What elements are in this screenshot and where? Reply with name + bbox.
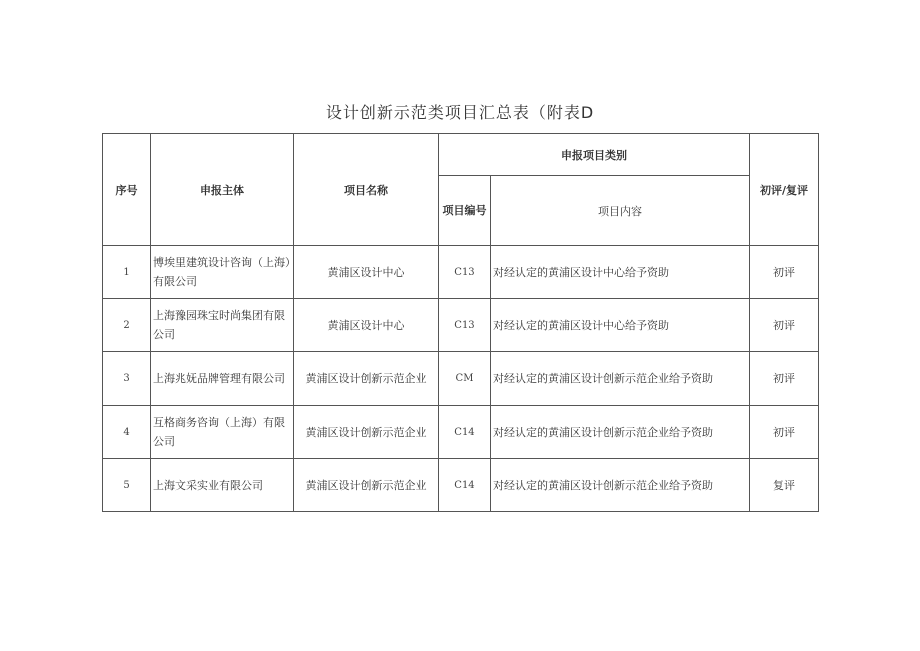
table-row [103, 459, 819, 512]
cell-applicant: 上海兆妩品牌管理有限公司 [151, 352, 294, 406]
cell-content: 对经认定的黄浦区设计中心给予资助 [491, 299, 750, 352]
header-category-group: 申报项目类别 [439, 134, 750, 176]
table-row [103, 246, 819, 299]
cell-review: 初评 [750, 299, 819, 352]
cell-seq: 3 [103, 352, 151, 406]
header-review: 初评/复评 [750, 134, 819, 246]
cell-seq: 2 [103, 299, 151, 352]
cell-code: C13 [439, 246, 491, 299]
cell-code: C13 [439, 299, 491, 352]
header-content: 项目内容 [491, 176, 750, 246]
cell-review: 复评 [750, 459, 819, 512]
header-project-name: 项目名称 [294, 134, 439, 246]
cell-review: 初评 [750, 352, 819, 406]
cell-project-name: 黄浦区设计中心 [294, 299, 439, 352]
cell-applicant: 上海豫园珠宝时尚集团有限公司 [151, 299, 294, 352]
cell-seq: 4 [103, 406, 151, 459]
cell-applicant: 互格商务咨询（上海）有限公司 [151, 406, 294, 459]
cell-review: 初评 [750, 246, 819, 299]
cell-content: 对经认定的黄浦区设计创新示范企业给予资助 [491, 459, 750, 512]
cell-project-name: 黄浦区设计创新示范企业 [294, 459, 439, 512]
cell-review: 初评 [750, 406, 819, 459]
header-code: 项目编号 [439, 176, 491, 246]
header-seq: 序号 [103, 134, 151, 246]
cell-content: 对经认定的黄浦区设计创新示范企业给予资助 [491, 352, 750, 406]
header-applicant: 申报主体 [151, 134, 294, 246]
cell-code: C14 [439, 459, 491, 512]
header-row-top [103, 134, 819, 176]
cell-seq: 1 [103, 246, 151, 299]
cell-applicant: 上海文采实业有限公司 [151, 459, 294, 512]
table-row [103, 352, 819, 406]
cell-seq: 5 [103, 459, 151, 512]
cell-project-name: 黄浦区设计中心 [294, 246, 439, 299]
summary-table [102, 133, 819, 512]
cell-content: 对经认定的黄浦区设计中心给予资助 [491, 246, 750, 299]
cell-code: C14 [439, 406, 491, 459]
cell-applicant: 博埃里建筑设计咨询（上海）有限公司 [151, 246, 294, 299]
cell-content: 对经认定的黄浦区设计创新示范企业给予资助 [491, 406, 750, 459]
cell-project-name: 黄浦区设计创新示范企业 [294, 406, 439, 459]
cell-project-name: 黄浦区设计创新示范企业 [294, 352, 439, 406]
page-title: 设计创新示范类项目汇总表（附表D [325, 103, 595, 122]
table-row [103, 299, 819, 352]
table-row [103, 406, 819, 459]
cell-code: CM [439, 352, 491, 406]
